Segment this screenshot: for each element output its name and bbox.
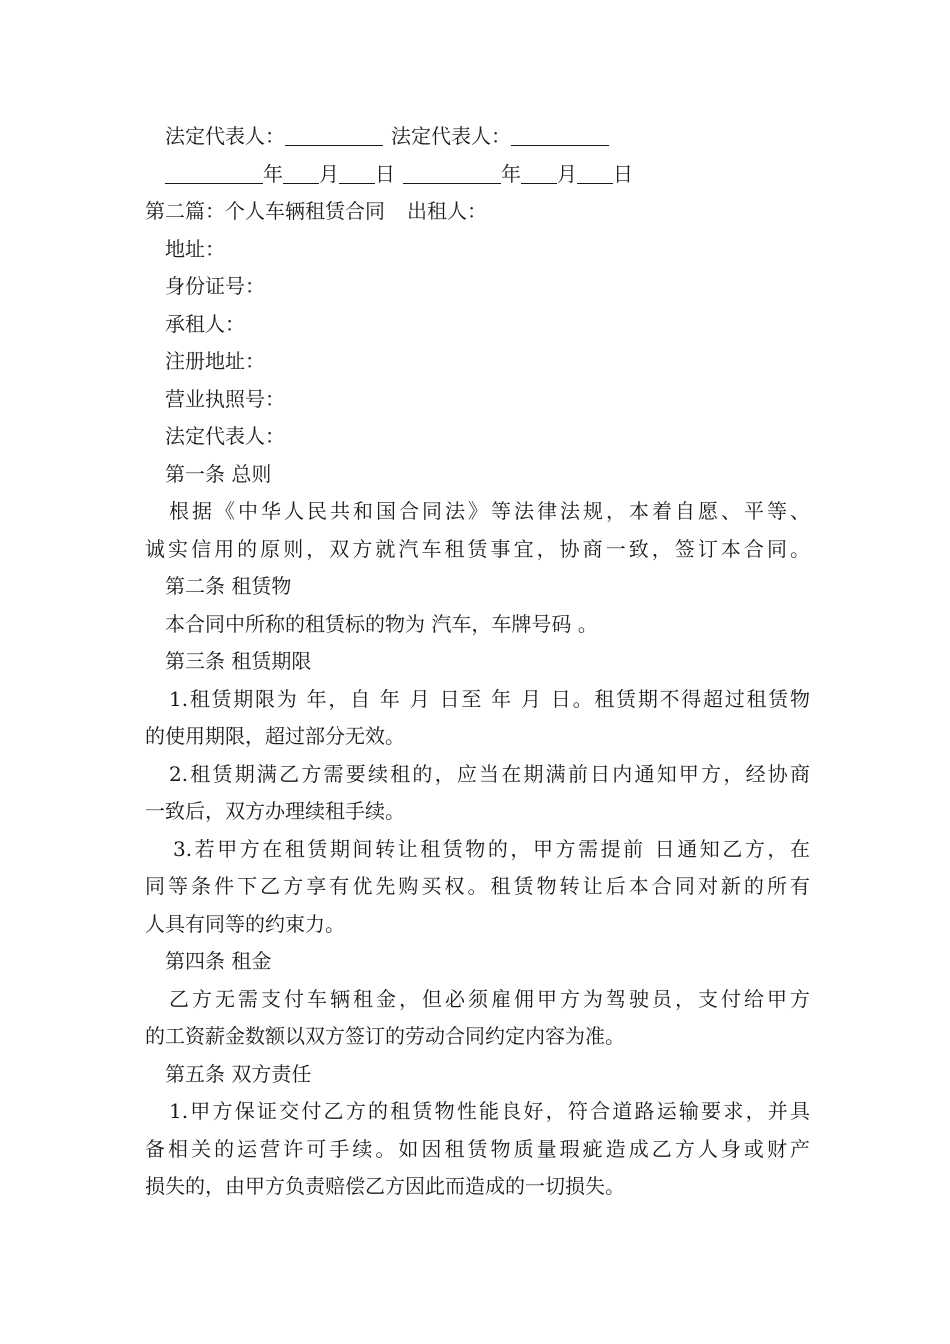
signature-blank-right	[511, 125, 609, 146]
party-field-registered-address: 注册地址：	[165, 349, 265, 373]
article-5-item-1-line: 备相关的运营许可手续。如因租赁物质量瑕疵造成乙方人身或财产	[145, 1136, 810, 1161]
article-2-text-line: 本合同中所称的租赁标的物为 汽车，车牌号码 。	[165, 611, 598, 636]
party-field-legal-representative: 法定代表人：	[165, 424, 285, 448]
party-field-license-number: 营业执照号：	[165, 386, 285, 411]
representative-label-left: 法定代表人：	[165, 124, 285, 148]
article-2-title: 第二条 租赁物	[165, 574, 292, 598]
party-field-id-number: 身份证号：	[165, 274, 265, 298]
article-1-text-line: 根据《中华人民共和国合同法》等法律法规，本着自愿、平等、	[169, 499, 810, 523]
article-4-text-line: 的工资薪金数额以双方签订的劳动合同约定内容为准。	[145, 1024, 625, 1048]
signature-blank-left	[285, 125, 383, 146]
representative-label-right: 法定代表人：	[391, 124, 511, 148]
day-blank-left	[339, 163, 375, 184]
lessor-label: 出租人：	[407, 199, 487, 223]
part-title: 第二篇：个人车辆租赁合同	[145, 199, 385, 223]
year-label: 年	[501, 161, 521, 186]
article-1-title: 第一条 总则	[165, 461, 272, 486]
month-label: 月	[319, 161, 339, 186]
document-body	[145, 118, 810, 1206]
article-3-item-3-line: 3.若甲方在租赁期间转让租赁物的，甲方需提前 日通知乙方，在	[173, 836, 810, 861]
day-label: 日	[375, 161, 395, 186]
party-field-lessee: 承租人：	[165, 311, 245, 336]
day-label: 日	[613, 161, 633, 186]
year-blank-left	[165, 163, 263, 184]
article-4-title: 第四条 租金	[165, 949, 272, 973]
article-5-item-1-line: 1.甲方保证交付乙方的租赁物性能良好，符合道路运输要求，并具	[169, 1099, 810, 1123]
article-3-title: 第三条 租赁期限	[165, 649, 312, 673]
year-blank-right	[403, 163, 501, 184]
year-label: 年	[263, 161, 283, 186]
article-3-item-3-line: 人具有同等的约束力。	[145, 911, 345, 936]
article-5-item-1-line: 损失的，由甲方负责赔偿乙方因此而造成的一切损失。	[145, 1174, 625, 1198]
article-4-text-line: 乙方无需支付车辆租金，但必须雇佣甲方为驾驶员，支付给甲方	[169, 986, 810, 1011]
article-3-item-3-line: 同等条件下乙方享有优先购买权。租赁物转让后本合同对新的所有	[145, 874, 810, 898]
article-3-item-1-line: 1.租赁期限为 年，自 年 月 日至 年 月 日。租赁期不得超过租赁物	[169, 686, 810, 711]
representative-signature-line	[145, 118, 810, 156]
day-blank-right	[577, 163, 613, 184]
article-3-item-2-line: 2.租赁期满乙方需要续租的，应当在期满前日内通知甲方，经协商	[169, 761, 810, 786]
month-label: 月	[557, 161, 577, 186]
article-3-item-2-line: 一致后，双方办理续租手续。	[145, 799, 405, 823]
month-blank-left	[283, 163, 319, 184]
article-1-text-line: 诚实信用的原则，双方就汽车租赁事宜，协商一致，签订本合同。	[145, 536, 810, 561]
part-heading	[145, 193, 810, 231]
date-signature-line	[145, 156, 810, 194]
article-3-item-1-line: 的使用期限，超过部分无效。	[145, 724, 405, 748]
article-5-title: 第五条 双方责任	[165, 1061, 312, 1086]
month-blank-right	[521, 163, 557, 184]
party-field-address: 地址：	[165, 236, 225, 261]
